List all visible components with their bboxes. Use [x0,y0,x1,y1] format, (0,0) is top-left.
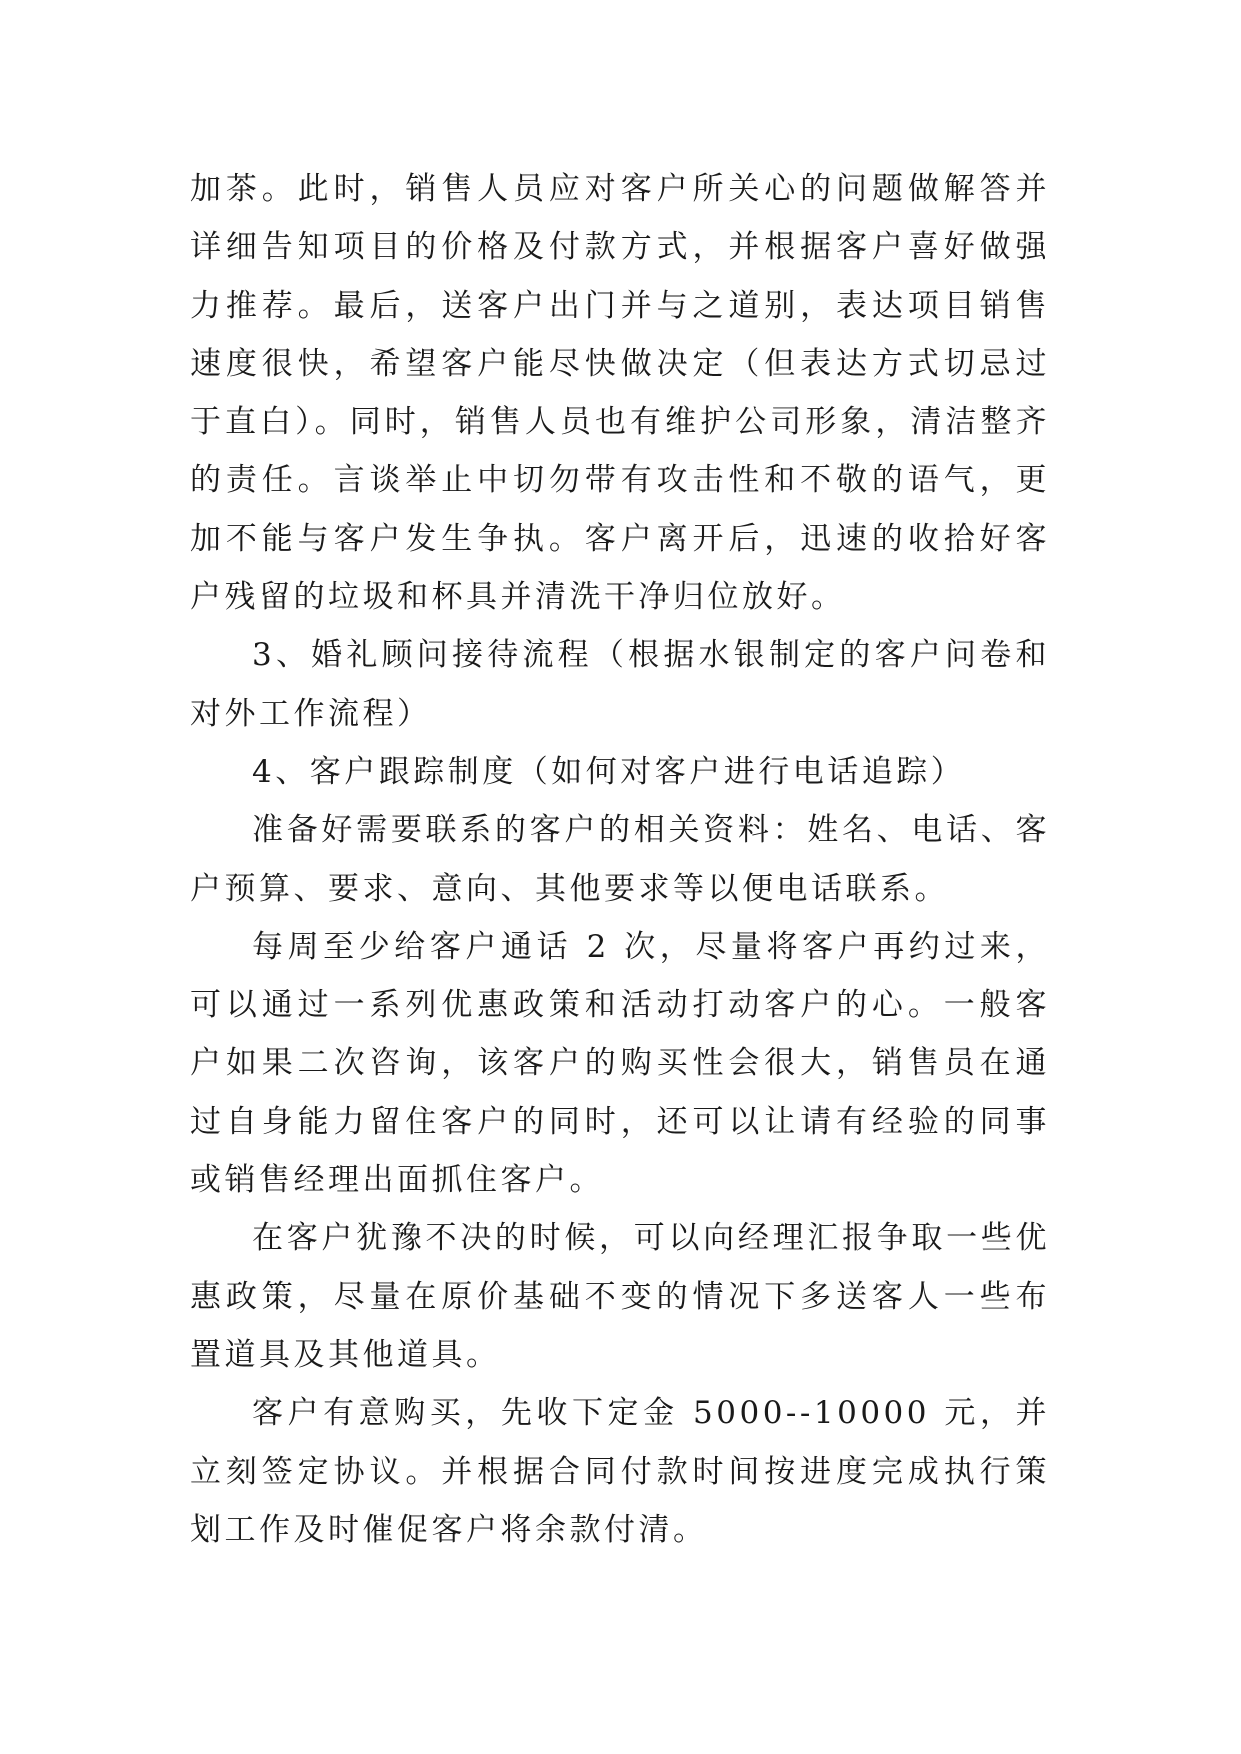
paragraph-weekly-calls: 每周至少给客户通话 2 次，尽量将客户再约过来，可以通过一系列优惠政策和活动打动客户的心。一般客户如果二次咨询，该客户的购买性会很大，销售员在通过自身能力留住客户的同时，还可以让请有经验的同事或销售经理出面抓住客户。 [190,928,1050,1199]
paragraph-reception-closing: 加茶。此时，销售人员应对客户所关心的问题做解答并详细告知项目的价格及付款方式，并根据客户喜好做强力推荐。最后，送客户出门并与之道别，表达项目销售速度很快，希望客户能尽快做决定（但表达方式切忌过于直白）。同时，销售人员也有维护公司形象，清洁整齐的责任。言谈举止中切勿带有攻击性和不敬的语气，更加不能与客户发生争执。客户离开后，迅速的收拾好客户残留的垃圾和杯具并清洗干净归位放好。 [190,171,1050,616]
paragraph-consultant-reception: 3、婚礼顾问接待流程（根据水银制定的客户问卷和对外工作流程） [190,637,1050,732]
paragraph-hesitant-customers: 在客户犹豫不决的时候，可以向经理汇报争取一些优惠政策，尽量在原价基础不变的情况下多送客人一些布置道具及其他道具。 [190,1220,1050,1373]
paragraph-tracking-system: 4、客户跟踪制度（如何对客户进行电话追踪） [252,753,966,790]
paragraph-prepare-materials: 准备好需要联系的客户的相关资料：姓名、电话、客户预算、要求、意向、其他要求等以便电话联系。 [190,812,1050,907]
document-body [190,160,1050,1559]
paragraph-deposit-agreement: 客户有意购买，先收下定金 5000--10000 元，并立刻签定协议。并根据合同付款时间按进度完成执行策划工作及时催促客户将余款付清。 [190,1395,1050,1548]
